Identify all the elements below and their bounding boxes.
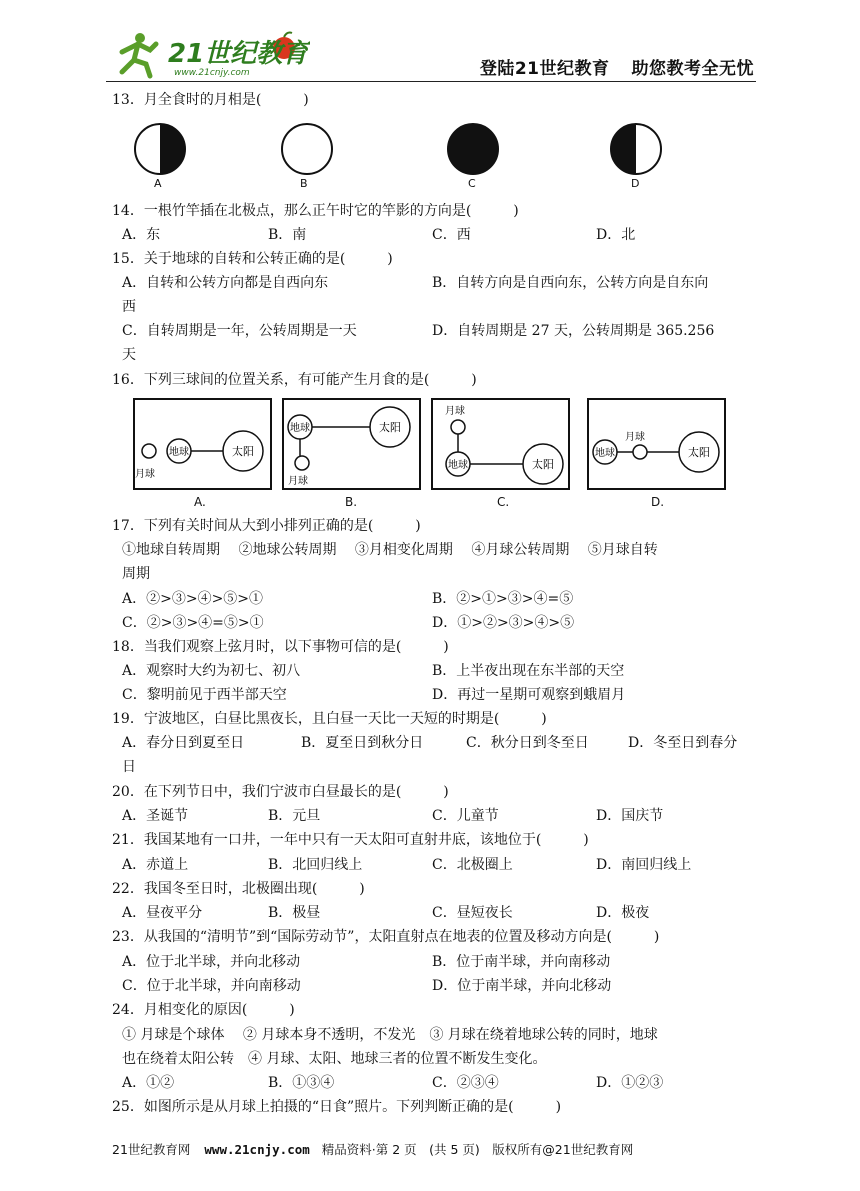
q17-items-wrap: 周期 — [122, 566, 150, 582]
orbit-diagram-d — [587, 398, 727, 493]
diagram-label-a: A. — [194, 495, 206, 509]
q24-option-d: D．①②③ — [596, 1075, 664, 1091]
q14-stem: 14．一根竹竿插在北极点，那么正午时它的竿影的方向是( ) — [112, 203, 519, 219]
q14-option-c: C．西 — [432, 227, 471, 243]
slogan-right: 助您教考全无忧 — [631, 59, 754, 79]
diagram-label-b: B. — [345, 495, 358, 509]
q14-option-a: A．东 — [122, 227, 161, 243]
q22-option-d: D．极夜 — [596, 905, 650, 921]
q15-option-b-wrap: 西 — [122, 299, 136, 315]
q19-option-c: C．秋分日到冬至日 — [466, 735, 589, 751]
q20-option-d: D．国庆节 — [596, 808, 664, 824]
q17-items: ①地球自转周期 ②地球公转周期 ③月相变化周期 ④月球公转周期 ⑤月球自转 — [122, 542, 658, 558]
q17-option-c: C．②>③>④=⑤>① — [122, 615, 264, 631]
q19-option-d-wrap: 日 — [122, 759, 136, 775]
svg-text:地球: 地球 — [595, 448, 615, 459]
q14-option-b: B．南 — [268, 227, 307, 243]
moon-phase-b-icon — [280, 122, 334, 176]
svg-text:月球: 月球 — [288, 476, 308, 487]
svg-text:地球: 地球 — [169, 447, 189, 458]
q19-option-a: A．春分日到夏至日 — [122, 735, 245, 751]
q19-option-d: D．冬至日到春分 — [628, 735, 738, 751]
q20-option-a: A．圣诞节 — [122, 808, 189, 824]
orbit-diagram-c — [431, 398, 571, 493]
q17-option-d: D．①>②>③>④>⑤ — [432, 615, 575, 631]
moon-label-a: A — [154, 177, 162, 190]
q21-stem: 21．我国某地有一口井，一年中只有一天太阳可直射井底，该地位于( ) — [112, 832, 589, 848]
q15-option-c: C．自转周期是一年，公转周期是一天 — [122, 323, 357, 339]
q25-stem: 25．如图所示是从月球上拍摄的“日食”照片。下列判断正确的是( ) — [112, 1099, 562, 1115]
svg-text:21世纪教育: 21世纪教育 — [168, 39, 309, 69]
svg-text:太阳: 太阳 — [379, 421, 401, 434]
q18-option-d: D．再过一星期可观察到蛾眉月 — [432, 687, 626, 703]
orbit-diagram-b — [282, 398, 422, 493]
svg-text:月球: 月球 — [625, 432, 645, 443]
page-footer — [112, 1140, 633, 1158]
q18-stem: 18．当我们观察上弦月时，以下事物可信的是( ) — [112, 639, 449, 655]
q23-option-d: D．位于南半球，并向北移动 — [432, 978, 612, 994]
q23-stem: 23．从我国的“清明节”到“国际劳动节”，太阳直射点在地表的位置及移动方向是( ) — [112, 929, 660, 945]
svg-text:太阳: 太阳 — [688, 446, 710, 459]
q15-option-d: D．自转周期是 27 天，公转周期是 365.256 — [432, 323, 715, 339]
diagram-label-c: C. — [497, 495, 510, 509]
q14-option-d: D．北 — [596, 227, 636, 243]
q20-option-c: C．儿童节 — [432, 808, 499, 824]
moon-phase-a-icon — [133, 122, 187, 176]
q18-option-b: B．上半夜出现在东半部的天空 — [432, 663, 625, 679]
q17-option-b: B．②>①>③>④=⑤ — [432, 591, 574, 607]
q16-stem: 16．下列三球间的位置关系，有可能产生月食的是( ) — [112, 372, 477, 388]
q24-stem: 24．月相变化的原因( ) — [112, 1002, 295, 1018]
q21-option-b: B．北回归线上 — [268, 857, 363, 873]
logo-icon — [110, 30, 310, 80]
q15-option-d-wrap: 天 — [122, 347, 136, 363]
header-rule — [106, 81, 756, 82]
footer-url-link[interactable]: www.21cnjy.com — [204, 1142, 310, 1157]
q24-option-b: B．①③④ — [268, 1075, 335, 1091]
diagram-label-d: D. — [651, 495, 665, 509]
q22-option-a: A．昼夜平分 — [122, 905, 203, 921]
moon-phase-d-icon — [609, 122, 663, 176]
svg-text:地球: 地球 — [290, 423, 310, 434]
moon-label-b: B — [300, 177, 308, 190]
q20-option-b: B．元旦 — [268, 808, 321, 824]
footer-info: 精品资料·第 2 页 (共 5 页) 版权所有@21世纪教育网 — [321, 1142, 634, 1157]
q24-option-c: C．②③④ — [432, 1075, 499, 1091]
q17-option-a: A．②>③>④>⑤>① — [122, 591, 264, 607]
q21-option-c: C．北极圈上 — [432, 857, 513, 873]
footer-site: 21世纪教育网 — [112, 1142, 191, 1157]
svg-text:月球: 月球 — [135, 469, 155, 480]
q15-option-b: B．自转方向是自西向东，公转方向是自东向 — [432, 275, 709, 291]
header-slogan — [480, 54, 754, 79]
svg-text:地球: 地球 — [448, 460, 468, 471]
moon-phase-c-icon — [446, 122, 500, 176]
q17-stem: 17．下列有关时间从大到小排列正确的是( ) — [112, 518, 421, 534]
moon-label-d: D — [631, 177, 640, 190]
q24-option-a: A．①② — [122, 1075, 175, 1091]
q23-option-b: B．位于南半球，并向南移动 — [432, 954, 611, 970]
page-header — [106, 30, 756, 82]
q19-option-b: B．夏至日到秋分日 — [301, 735, 424, 751]
q21-option-d: D．南回归线上 — [596, 857, 692, 873]
q24-statements-line-1: ① 月球是个球体 ② 月球本身不透明，不发光 ③ 月球在绕着地球公转的同时，地球 — [122, 1027, 658, 1043]
q22-option-c: C．昼短夜长 — [432, 905, 513, 921]
svg-text:月球: 月球 — [445, 406, 465, 417]
q20-stem: 20．在下列节日中，我们宁波市白昼最长的是( ) — [112, 784, 449, 800]
q22-stem: 22．我国冬至日时，北极圈出现( ) — [112, 881, 365, 897]
orbit-diagram-a — [133, 398, 273, 493]
q18-option-c: C．黎明前见于西半部天空 — [122, 687, 287, 703]
q19-stem: 19．宁波地区，白昼比黑夜长，且白昼一天比一天短的时期是( ) — [112, 711, 547, 727]
q18-option-a: A．观察时大约为初七、初八 — [122, 663, 301, 679]
q15-option-a: A．自转和公转方向都是自西向东 — [122, 275, 329, 291]
slogan-left: 登陆21世纪教育 — [479, 59, 610, 79]
q23-option-a: A．位于北半球，并向北移动 — [122, 954, 301, 970]
moon-label-c: C — [468, 177, 476, 190]
q15-stem: 15．关于地球的自转和公转正确的是( ) — [112, 251, 393, 267]
q22-option-b: B．极昼 — [268, 905, 321, 921]
q13-stem: 13．月全食时的月相是( ) — [112, 92, 309, 108]
svg-text:太阳: 太阳 — [532, 458, 554, 471]
svg-text:www.21cnjy.com: www.21cnjy.com — [174, 68, 250, 78]
svg-text:太阳: 太阳 — [232, 445, 254, 458]
q24-statements-line-2: 也在绕着太阳公转 ④ 月球、太阳、地球三者的位置不断发生变化。 — [122, 1051, 547, 1067]
q23-option-c: C．位于北半球，并向南移动 — [122, 978, 301, 994]
q21-option-a: A．赤道上 — [122, 857, 189, 873]
